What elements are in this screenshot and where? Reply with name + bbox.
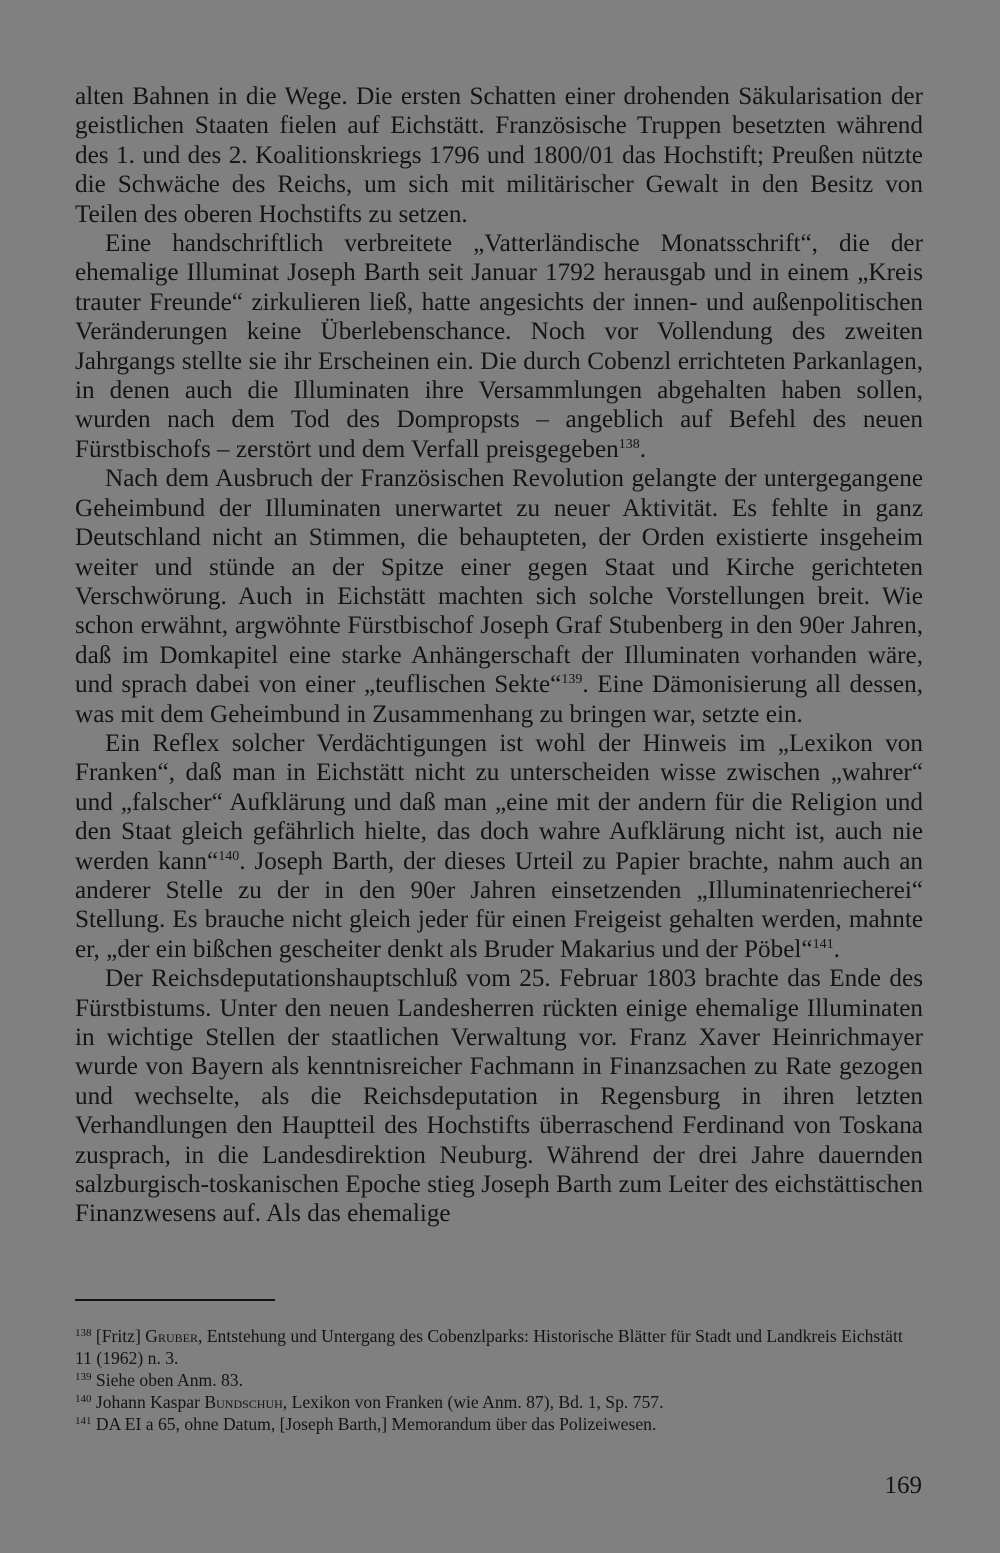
footnote-number: 138	[75, 1327, 92, 1339]
footnote-text: , Entstehung und Untergang des Cobenzlparks: Historische Blätter für Stadt und Landkreis Eichstätt 11 (1962) n. 3.	[75, 1326, 903, 1368]
paragraph-text: alten Bahnen in die Wege. Die ersten Schatten einer drohenden Säkularisation der geistlichen Staaten fielen auf Eichstätt. Französische Truppen besetzten während des 1. und des 2. Koalitionskriegs 1796 und 1800/01 das Hochstift; Preußen nützte die Schwäche des Reichs, um sich mit militärischer Gewalt in den Besitz von Teilen des oberen Hochstifts zu setzen.	[75, 83, 923, 228]
footnote-number: 140	[75, 1393, 92, 1405]
footnote	[75, 1325, 923, 1369]
footnote-number: 139	[75, 1371, 92, 1383]
paragraph-text: .	[639, 435, 647, 463]
footnote-ref: 138	[618, 436, 640, 452]
footnote	[75, 1413, 923, 1435]
main-text	[75, 82, 923, 1229]
footnote-text: [Fritz]	[95, 1326, 146, 1346]
footnote-ref: 139	[561, 672, 583, 688]
footnote-text: Johann Kaspar	[95, 1392, 205, 1412]
footnote-divider	[75, 1299, 275, 1301]
footnote-number: 141	[75, 1415, 92, 1427]
footnote-ref: 140	[218, 848, 240, 864]
paragraph-text: .	[833, 935, 840, 963]
paragraph-text: Nach dem Ausbruch der Französischen Revolution gelangte der untergegangene Geheimbund der Illuminaten unerwartet zu neuer Aktivität. Es fehlte in ganz Deutschland nicht an Stimmen, die behaupteten, der Orden existierte insgeheim weiter und stünde an der Spitze einer gegen Staat und Kirche gerichteten Verschwörung. Auch in Eichstätt machten sich solche Vorstellungen breit. Wie schon erwähnt, argwöhnte Fürstbischof Joseph Graf Stubenberg in den 90er Jahren, daß im Domkapitel eine starke Anhängerschaft der Illuminaten vorhanden wäre, und sprach dabei von einer „teuflischen Sekte“	[75, 465, 923, 699]
footnote	[75, 1391, 923, 1413]
paragraph-text: . Eine Dämonisierung all dessen, was mit dem Geheimbund in Zusammenhang zu bringen war, setzte ein.	[75, 671, 923, 728]
footnotes	[75, 1325, 923, 1435]
page-number: 169	[884, 1472, 922, 1499]
footnote-author: Bundschuh	[204, 1392, 283, 1412]
paragraph-text: Ein Reflex solcher Verdächtigungen ist wohl der Hinweis im „Lexikon von Franken“, daß man in Eichstätt nicht zu unterscheiden wisse zwischen „wahrer“ und „falscher“ Aufklärung und daß man „eine mit der andern für die Religion und den Staat gleich gefährlich hielte, das doch wahre Aufklärung nicht ist, auch nie werden kann“	[75, 729, 923, 875]
paragraph-text: Der Reichsdeputationshauptschluß vom 25. Februar 1803 brachte das Ende des Fürstbistums. Unter den neuen Landesherren rückten einige ehemalige Illuminaten in wichtige Stellen der staatlichen Verwaltung vor. Franz Xaver Heinrichmayer wurde von Bayern als kenntnisreicher Fachmann in Finanzsachen zu Rate gezogen und wechselte, als die Reichsdeputation in Regensburg in ihren letzten Verhandlungen den Hauptteil des Hochstifts überraschend Ferdinand von Toskana zusprach, in die Landesdirektion Neuburg. Während der drei Jahre dauernden salzburgisch-toskanischen Epoche stieg Joseph Barth zum Leiter des eichstättischen Finanzwesens auf. Als das ehemalige	[75, 965, 923, 1228]
paragraph	[75, 729, 923, 964]
footnote-text: Siehe oben Anm. 83.	[95, 1370, 243, 1390]
footnote	[75, 1369, 923, 1391]
paragraph	[75, 964, 923, 1229]
paragraph-text: . Joseph Barth, der dieses Urteil zu Papier brachte, nahm auch an anderer Stelle zu der in den 90er Jahren einsetzenden „Illuminatenriecherei“ Stellung. Es brauche nicht gleich jeder für einen Freigeist gehalten werden, mahnte er, „der ein bißchen gescheiter denkt als Bruder Makarius und der Pöbel“	[75, 847, 924, 963]
paragraph	[75, 464, 923, 729]
footnote-ref: 141	[812, 936, 834, 952]
paragraph-text: Eine handschriftlich verbreitete „Vatterländische Monatsschrift“, die der ehemalige Illuminat Joseph Barth seit Januar 1792 herausgab und in einem „Kreis trauter Freunde“ zirkulieren ließ, hatte angesichts der innen- und außenpolitischen Veränderungen keine Überlebenschance. Noch vor Vollendung des zweiten Jahrgangs stellte sie ihr Erscheinen ein. Die durch Cobenzl errichteten Parkanlagen, in denen auch die Illuminaten ihre Versammlungen abgehalten haben sollen, wurden nach dem Tod des Dompropsts – angeblich auf Befehl des neuen Fürstbischofs – zerstört und dem Verfall preisgegeben	[75, 230, 923, 463]
footnote-text: , Lexikon von Franken (wie Anm. 87), Bd. 1, Sp. 757.	[282, 1392, 664, 1412]
footnote-text: DA EI a 65, ohne Datum, [Joseph Barth,] Memorandum über das Polizeiwesen.	[95, 1414, 657, 1434]
paragraph	[75, 229, 923, 464]
footnote-author: Gruber	[145, 1326, 198, 1346]
paragraph	[75, 82, 923, 229]
